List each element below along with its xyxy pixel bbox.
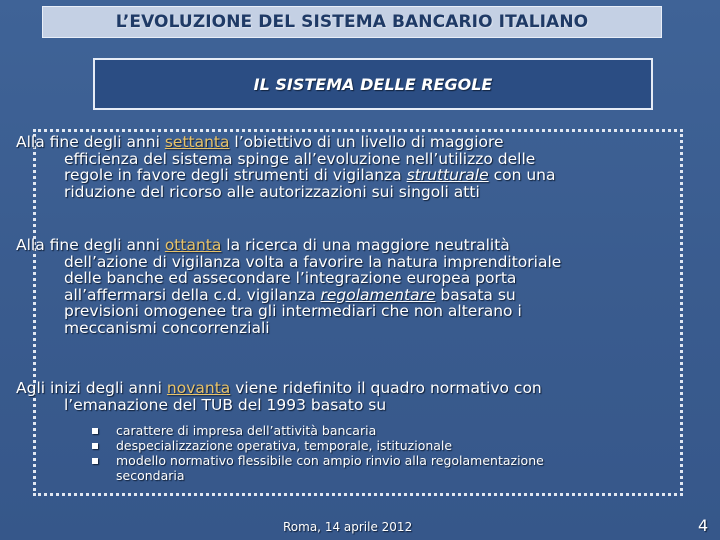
emphasis-strutturale: strutturale <box>406 166 489 184</box>
page-number: 4 <box>698 516 709 535</box>
slide-title: L’EVOLUZIONE DEL SISTEMA BANCARIO ITALIANO <box>115 12 589 32</box>
list-item-continuation: secondaria <box>116 468 185 483</box>
square-bullet-icon <box>92 428 98 434</box>
highlight-settanta: settanta <box>164 133 230 151</box>
paragraph-settanta: Alla fine degli anni settanta l’obiettivo di un livello di maggiore efficienza del sistema spinge all’evoluzione nell’utilizzo delle regole in favore degli strumenti di vigilanza strutturale con una riduzione del ricorso alle autorizzazioni sui singoli atti <box>16 133 556 201</box>
square-bullet-icon <box>92 458 98 464</box>
paragraph-novanta: Agli inizi degli anni novanta viene ridefinito il quadro normativo con l’emanazione del TUB del 1993 basato su <box>16 379 542 414</box>
paragraph-ottanta: Alla fine degli anni ottanta la ricerca di una maggiore neutralità dell’azione di vigilanza volta a favorire la natura imprenditoriale delle banche ed assecondare l’integrazione europea porta all’affermarsi della c.d. vigilanza regolamentare basata su previsioni omogenee tra gli intermediari che non alterano i meccanismi concorrenziali <box>16 236 562 337</box>
list-item: carattere di impresa dell’attività bancaria <box>92 423 544 438</box>
section-title: IL SISTEMA DELLE REGOLE <box>253 74 493 94</box>
bullet-list <box>92 423 544 483</box>
emphasis-regolamentare: regolamentare <box>320 285 436 304</box>
footer-date: Roma, 14 aprile 2012 <box>283 520 413 534</box>
list-item: despecializzazione operativa, temporale, istituzionale <box>92 438 544 453</box>
highlight-novanta: novanta <box>166 379 231 397</box>
highlight-ottanta: ottanta <box>164 236 222 254</box>
square-bullet-icon <box>92 443 98 449</box>
section-title-box <box>93 58 653 110</box>
slide-title-bar <box>42 6 662 38</box>
list-item: modello normativo flessibile con ampio rinvio alla regolamentazione <box>92 453 544 468</box>
